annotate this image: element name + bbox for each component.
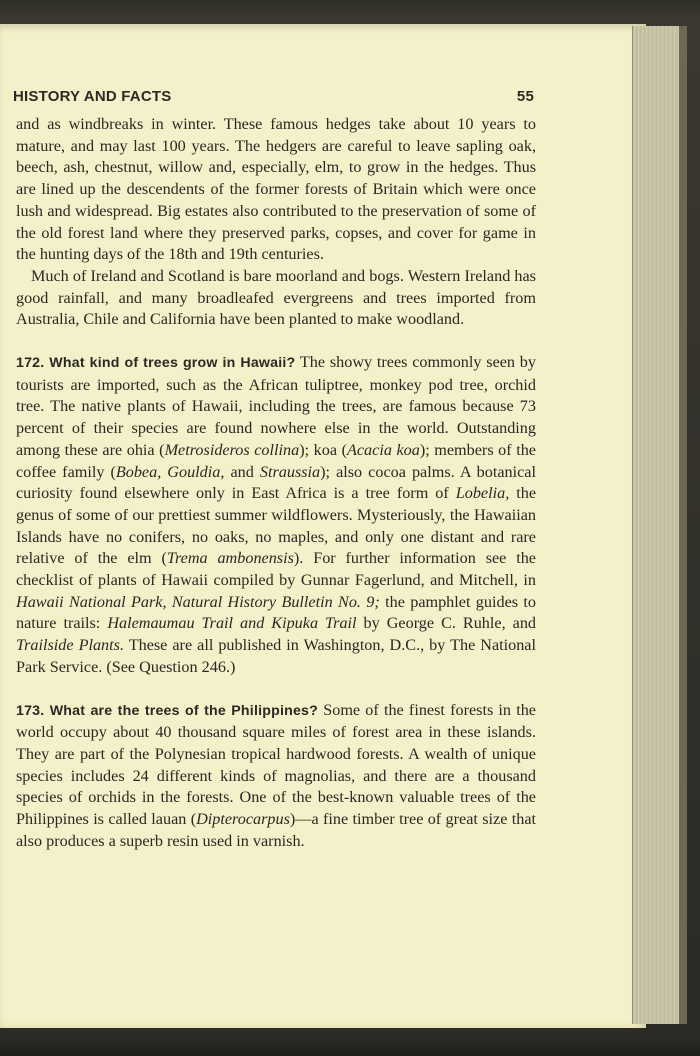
question-172-heading: 172. What kind of trees grow in Hawaii? bbox=[16, 355, 296, 372]
page-header bbox=[13, 88, 534, 110]
paragraph-ireland: Much of Ireland and Scotland is bare moorland and bogs. Western Ireland has good rainfall, and many broadleafed evergreens and trees imported from Australia, Chile and California have been planted to make woodland. bbox=[16, 266, 536, 329]
question-173: 173. What are the trees of the Philippines? Some of the finest forests in the world occupy about 40 thousand square miles of forest area in these islands. They are part of the Polynesian tropical hardwood forests. A wealth of unique species includes 24 different kinds of magnolias, and there are a thousand species of orchids in the forests. One of the best-known valuable trees of the Philippines is called lauan (Dipterocarpus)—a fine timber tree of great size that also produces a superb resin used in varnish. bbox=[16, 700, 536, 850]
body-text bbox=[16, 114, 536, 853]
question-173-heading: 173. What are the trees of the Philippines? bbox=[16, 702, 319, 719]
question-172: 172. What kind of trees grow in Hawaii? The showy trees commonly seen by tourists are imported, such as the African tuliptree, monkey pod tree, orchid tree. The native plants of Hawaii, including the trees, are famous because 73 percent of their species are found nowhere else in the world. Outstanding among these are ohia (Metrosideros collina); koa (Acacia koa); members of the coffee family (Bobea, Gouldia, and Straussia); also cocoa palms. A botanical curiosity found elsewhere only in East Africa is a tree form of Lobelia, the genus of some of our prettiest summer wildflowers. Mysteriously, the Hawaiian Islands have no conifers, no oaks, no maples, and only one distant and rare relative of the elm (Trema ambonensis). For further information see the checklist of plants of Hawaii compiled by Gunnar Fagerlund, and Mitchell, in Hawaii National Park, Natural History Bulletin No. 9; the pamphlet guides to nature trails: Halemaumau Trail and Kipuka Trail by George C. Ruhle, and Trailside Plants. These are all published in Washington, D.C., by The National Park Service. (See Question 246.) bbox=[16, 353, 537, 676]
page-number: 55 bbox=[516, 88, 534, 105]
paragraph-hedges: and as windbreaks in winter. These famous hedges take about 10 years to mature, and may last 100 years. The hedgers are careful to leave sapling oak, beech, ash, chestnut, willow and, especially, elm, to grow in the hedges. Thus are lined up the descendents of the former forests of Britain which were once lush and widespread. Big estates also contributed to the preservation of some of the old forest land where they preserved parks, copses, and cover for game in the hunting days of the 18th and 19th centuries. bbox=[16, 115, 536, 264]
page-edges bbox=[632, 26, 687, 1024]
running-head: HISTORY AND FACTS bbox=[13, 88, 172, 105]
